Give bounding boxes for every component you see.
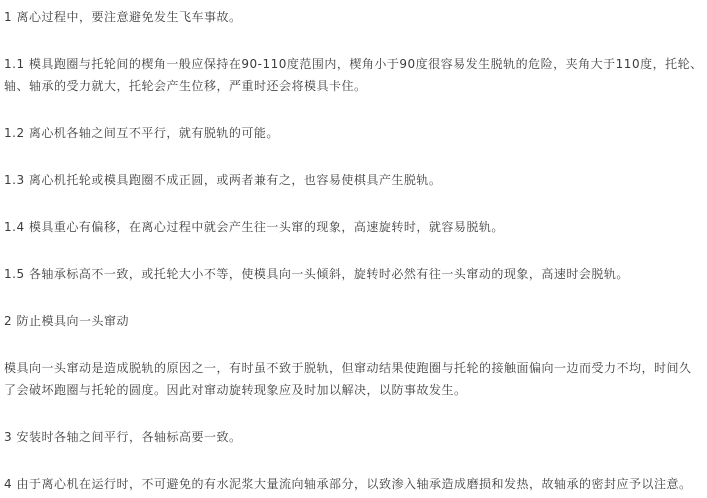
paragraph-1-3: 1.3 离心机托轮或模具跑圈不成正圆，或两者兼有之，也容易使棋具产生脱轨。 xyxy=(4,173,442,187)
paragraph-1-4: 1.4 模具重心有偏移，在离心过程中就会产生往一头窜的现象，高速旋转时，就容易脱轨。 xyxy=(4,220,504,234)
paragraph-2-body: 模具向一头窜动是造成脱轨的原因之一，有时虽不致于脱轨，但窜动结果使跑圈与托轮的接触面偏向一边而受力不均，时间久了会破坏跑圈与托轮的圆度。因此对窜动旋转现象应及时加以解决，以防事故发生。 xyxy=(4,361,692,397)
paragraph-2-heading: 2 防止模具向一头窜动 xyxy=(4,314,129,328)
paragraph-4: 4 由于离心机在运行时，不可避免的有水泥浆大量流向轴承部分，以致渗入轴承造成磨损和发热，故轴承的密封应予以注意。 xyxy=(4,477,692,491)
paragraph-1-2: 1.2 离心机各轴之间互不平行，就有脱轨的可能。 xyxy=(4,126,279,140)
paragraph-1-1: 1.1 模具跑圈与托轮间的楔角一般应保持在90-110度范围内，楔角小于90度很容易发生脱轨的危险，夹角大于110度，托轮、轴、轴承的受力就大，托轮会产生位移，严重时还会将模具卡住。 xyxy=(4,57,703,93)
paragraph-1-5: 1.5 各轴承标高不一致，或托轮大小不等，使模具向一头倾斜，旋转时必然有往一头窜动的现象，高速时会脱轨。 xyxy=(4,267,629,281)
paragraph-1: 1 离心过程中，要注意避免发生飞车事故。 xyxy=(4,10,242,24)
paragraph-3: 3 安装时各轴之间平行，各轴标高要一致。 xyxy=(4,430,242,444)
